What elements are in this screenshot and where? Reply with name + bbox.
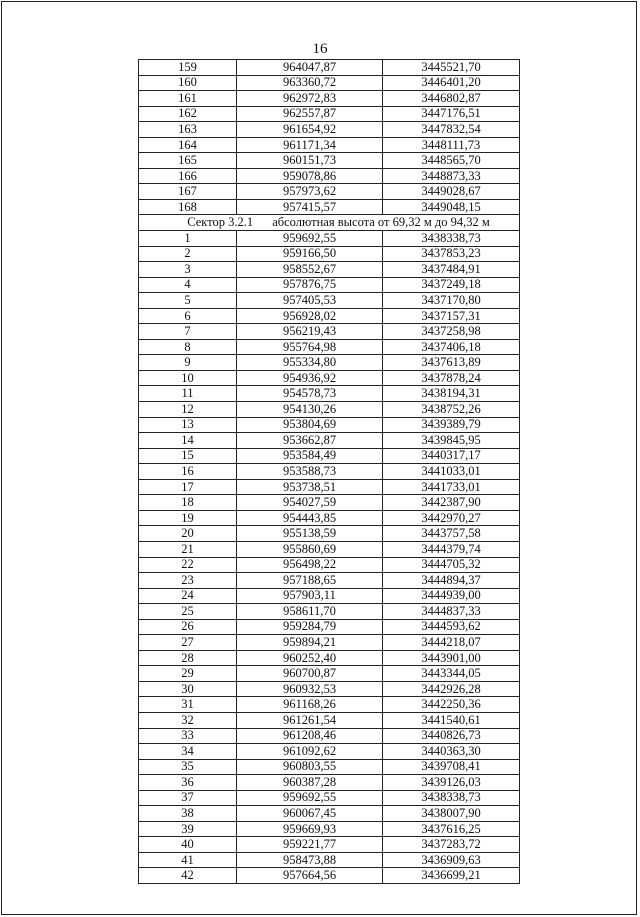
point-number: 18 [139,495,237,511]
point-number: 8 [139,339,237,355]
coordinate-x: 960151,73 [237,153,383,169]
coordinate-y: 3438752,26 [383,402,520,418]
coordinate-y: 3441033,01 [383,464,520,480]
point-number: 36 [139,775,237,791]
table-row [139,75,520,91]
table-row [139,184,520,200]
coordinate-x: 961092,62 [237,744,383,760]
coordinate-x: 953584,49 [237,448,383,464]
table-row [139,246,520,262]
coordinate-y: 3448565,70 [383,153,520,169]
point-number: 14 [139,433,237,449]
table-row [139,604,520,620]
point-number: 19 [139,510,237,526]
table-row [139,775,520,791]
coordinate-y: 3437613,89 [383,355,520,371]
coordinate-y: 3437484,91 [383,262,520,278]
coordinate-x: 960932,53 [237,681,383,697]
point-number: 164 [139,137,237,153]
table-row [139,852,520,868]
table-row [139,681,520,697]
table-row [139,168,520,184]
coordinate-y: 3442250,36 [383,697,520,713]
point-number: 5 [139,293,237,309]
coordinate-x: 961261,54 [237,712,383,728]
coordinate-y: 3438007,90 [383,806,520,822]
coordinate-x: 959692,55 [237,790,383,806]
coordinate-x: 960803,55 [237,759,383,775]
coordinate-x: 953738,51 [237,479,383,495]
table-row [139,666,520,682]
table-row [139,324,520,340]
coordinate-y: 3443901,00 [383,650,520,666]
point-number: 9 [139,355,237,371]
coordinate-y: 3449028,67 [383,184,520,200]
point-number: 32 [139,712,237,728]
coordinate-x: 955334,80 [237,355,383,371]
coordinate-x: 954027,59 [237,495,383,511]
table-row [139,60,520,76]
table-row [139,433,520,449]
table-row [139,355,520,371]
coordinate-x: 957903,11 [237,588,383,604]
coordinate-y: 3439845,95 [383,433,520,449]
coordinate-x: 959078,86 [237,168,383,184]
coordinate-y: 3442387,90 [383,495,520,511]
point-number: 42 [139,868,237,884]
coordinate-y: 3437170,80 [383,293,520,309]
table-row [139,806,520,822]
point-number: 31 [139,697,237,713]
table-row [139,790,520,806]
sector-group [139,215,520,231]
coordinate-y: 3438194,31 [383,386,520,402]
coordinate-y: 3448111,73 [383,137,520,153]
coordinate-x: 960700,87 [237,666,383,682]
coordinate-x: 957664,56 [237,868,383,884]
point-number: 40 [139,837,237,853]
point-number: 163 [139,122,237,138]
point-number: 12 [139,402,237,418]
point-number: 165 [139,153,237,169]
point-number: 162 [139,106,237,122]
coordinate-y: 3448873,33 [383,168,520,184]
coordinate-y: 3443757,58 [383,526,520,542]
coordinate-y: 3437283,72 [383,837,520,853]
coordinate-x: 961168,26 [237,697,383,713]
coordinate-x: 962972,83 [237,91,383,107]
coordinate-y: 3444894,37 [383,573,520,589]
coordinate-x: 961654,92 [237,122,383,138]
sector-cell [139,215,520,231]
table-row [139,588,520,604]
coordinate-x: 959692,55 [237,231,383,247]
point-number: 24 [139,588,237,604]
point-number: 37 [139,790,237,806]
point-number: 3 [139,262,237,278]
sector-label: Сектор 3.2.1 [187,215,254,230]
coordinate-x: 959166,50 [237,246,383,262]
table-row [139,697,520,713]
coordinate-y: 3446401,20 [383,75,520,91]
table-row [139,495,520,511]
point-number: 168 [139,199,237,215]
table-row [139,448,520,464]
coordinate-y: 3437249,18 [383,277,520,293]
coordinate-y: 3439708,41 [383,759,520,775]
coordinate-y: 3437853,23 [383,246,520,262]
table-row [139,712,520,728]
table-row [139,262,520,278]
coordinate-y: 3438338,73 [383,231,520,247]
table-row [139,479,520,495]
coordinate-x: 953804,69 [237,417,383,433]
table-row [139,308,520,324]
coordinate-x: 954443,85 [237,510,383,526]
coordinate-x: 954578,73 [237,386,383,402]
coordinate-x: 960252,40 [237,650,383,666]
point-number: 28 [139,650,237,666]
point-number: 161 [139,91,237,107]
table-row [139,744,520,760]
coordinate-y: 3441733,01 [383,479,520,495]
point-number: 17 [139,479,237,495]
coordinate-y: 3439389,79 [383,417,520,433]
table-row [139,386,520,402]
coordinate-y: 3447176,51 [383,106,520,122]
coordinate-y: 3442970,27 [383,510,520,526]
point-number: 167 [139,184,237,200]
table-row [139,573,520,589]
point-number: 29 [139,666,237,682]
sector-description: абсолютная высота от 69,32 м до 94,32 м [272,215,490,230]
coordinate-y: 3445521,70 [383,60,520,76]
point-number: 160 [139,75,237,91]
point-number: 159 [139,60,237,76]
coordinate-y: 3449048,15 [383,199,520,215]
point-number: 20 [139,526,237,542]
table-row [139,137,520,153]
coordinate-y: 3444939,00 [383,588,520,604]
table-row [139,868,520,884]
coordinate-y: 3436909,63 [383,852,520,868]
coordinate-y: 3437157,31 [383,308,520,324]
table-row [139,277,520,293]
table-row [139,619,520,635]
coordinate-y: 3437258,98 [383,324,520,340]
coordinate-x: 956498,22 [237,557,383,573]
point-number: 34 [139,744,237,760]
coordinate-x: 957405,53 [237,293,383,309]
coordinate-x: 962557,87 [237,106,383,122]
table-row [139,635,520,651]
table-row [139,837,520,853]
point-number: 22 [139,557,237,573]
point-number: 7 [139,324,237,340]
point-number: 1 [139,231,237,247]
point-number: 38 [139,806,237,822]
coordinate-y: 3444218,07 [383,635,520,651]
coordinate-y: 3440317,17 [383,448,520,464]
coordinate-x: 955764,98 [237,339,383,355]
page-number: 16 [312,41,328,57]
coordinate-y: 3436699,21 [383,868,520,884]
table-row [139,339,520,355]
point-number: 10 [139,370,237,386]
point-number: 27 [139,635,237,651]
coordinate-x: 957415,57 [237,199,383,215]
table-row [139,557,520,573]
coordinate-y: 3444593,62 [383,619,520,635]
point-number: 13 [139,417,237,433]
point-number: 35 [139,759,237,775]
coordinate-y: 3443344,05 [383,666,520,682]
coordinate-y: 3437878,24 [383,370,520,386]
table-row [139,526,520,542]
table-row [139,106,520,122]
coordinate-x: 957188,65 [237,573,383,589]
coordinate-y: 3440363,30 [383,744,520,760]
table-row [139,402,520,418]
coordinate-x: 953588,73 [237,464,383,480]
coordinate-x: 961208,46 [237,728,383,744]
coordinate-x: 956219,43 [237,324,383,340]
point-number: 25 [139,604,237,620]
coordinate-x: 955860,69 [237,541,383,557]
coordinate-y: 3442926,28 [383,681,520,697]
coordinate-y: 3439126,03 [383,775,520,791]
table-row [139,541,520,557]
table-row [139,91,520,107]
table-row [139,153,520,169]
coordinate-x: 955138,59 [237,526,383,542]
coordinate-x: 958473,88 [237,852,383,868]
point-number: 6 [139,308,237,324]
point-number: 16 [139,464,237,480]
point-number: 15 [139,448,237,464]
point-number: 11 [139,386,237,402]
coordinate-x: 960387,28 [237,775,383,791]
coordinate-y: 3444379,74 [383,541,520,557]
coordinate-x: 954936,92 [237,370,383,386]
coordinate-x: 953662,87 [237,433,383,449]
point-number: 33 [139,728,237,744]
table-row [139,199,520,215]
rows-after-group [139,231,520,884]
rows-before-group [139,60,520,215]
coordinate-x: 959284,79 [237,619,383,635]
table-row [139,231,520,247]
table-row [139,759,520,775]
coordinate-y: 3440826,73 [383,728,520,744]
coordinate-x: 964047,87 [237,60,383,76]
point-number: 23 [139,573,237,589]
coordinate-y: 3437616,25 [383,821,520,837]
table-row [139,464,520,480]
coordinate-y: 3447832,54 [383,122,520,138]
coordinate-y: 3437406,18 [383,339,520,355]
coordinate-y: 3441540,61 [383,712,520,728]
sector-row [139,215,520,231]
coordinate-y: 3446802,87 [383,91,520,107]
coordinate-x: 963360,72 [237,75,383,91]
table-row [139,821,520,837]
point-number: 41 [139,852,237,868]
point-number: 21 [139,541,237,557]
coordinate-x: 959669,93 [237,821,383,837]
coordinate-x: 959221,77 [237,837,383,853]
coordinate-y: 3444837,33 [383,604,520,620]
coordinate-x: 958611,70 [237,604,383,620]
point-number: 2 [139,246,237,262]
table-row [139,417,520,433]
table-row [139,370,520,386]
coordinate-x: 956928,02 [237,308,383,324]
coordinate-x: 957876,75 [237,277,383,293]
coordinate-x: 959894,21 [237,635,383,651]
table-row [139,728,520,744]
point-number: 26 [139,619,237,635]
coordinate-x: 961171,34 [237,137,383,153]
table-row [139,510,520,526]
table-row [139,293,520,309]
table-row [139,650,520,666]
coordinate-x: 957973,62 [237,184,383,200]
coordinate-y: 3444705,32 [383,557,520,573]
coordinate-x: 954130,26 [237,402,383,418]
point-number: 30 [139,681,237,697]
point-number: 4 [139,277,237,293]
table-row [139,122,520,138]
point-number: 39 [139,821,237,837]
coordinates-table [138,59,520,884]
point-number: 166 [139,168,237,184]
coordinate-y: 3438338,73 [383,790,520,806]
coordinate-x: 960067,45 [237,806,383,822]
coordinate-x: 958552,67 [237,262,383,278]
